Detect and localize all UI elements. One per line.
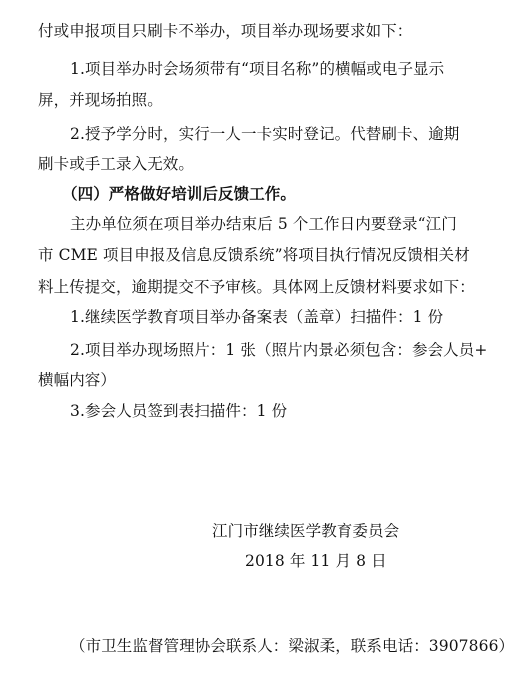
body-line-2: 1.项目举办时会场须带有“项目名称”的横幅或电子显示: [70, 60, 445, 78]
body-line-3: 屏，并现场拍照。: [38, 91, 163, 109]
section-heading: （四）严格做好培训后反馈工作。: [62, 184, 297, 203]
body-line-7: 主办单位须在项目举办结束后 5 个工作日内要登录“江门: [70, 215, 457, 233]
body-line-10: 1.继续医学教育项目举办备案表（盖章）扫描件：1 份: [70, 308, 444, 326]
body-line-12: 横幅内容）: [38, 371, 117, 389]
body-line-5: 刷卡或手工录入无效。: [38, 155, 195, 173]
body-line-4: 2.授予学分时，实行一人一卡实时登记。代替刷卡、逾期: [70, 125, 460, 143]
signature-organization: 江门市继续医学教育委员会: [212, 522, 400, 540]
body-line-8: 市 CME 项目申报及信息反馈系统”将项目执行情况反馈相关材: [38, 246, 470, 264]
body-line-11: 2.项目举办现场照片：1 张（照片内景必须包含：参会人员+: [70, 341, 488, 359]
body-line-9: 料上传提交，逾期提交不予审核。具体网上反馈材料要求如下：: [38, 278, 475, 296]
signature-date: 2018 年 11 月 8 日: [245, 552, 387, 570]
contact-note: （市卫生监督管理协会联系人：梁淑柔，联系电话：3907866）: [70, 637, 515, 655]
body-line-1: 付或申报项目只刷卡不举办，项目举办现场要求如下：: [38, 22, 413, 40]
body-line-13: 3.参会人员签到表扫描件：1 份: [70, 402, 288, 420]
